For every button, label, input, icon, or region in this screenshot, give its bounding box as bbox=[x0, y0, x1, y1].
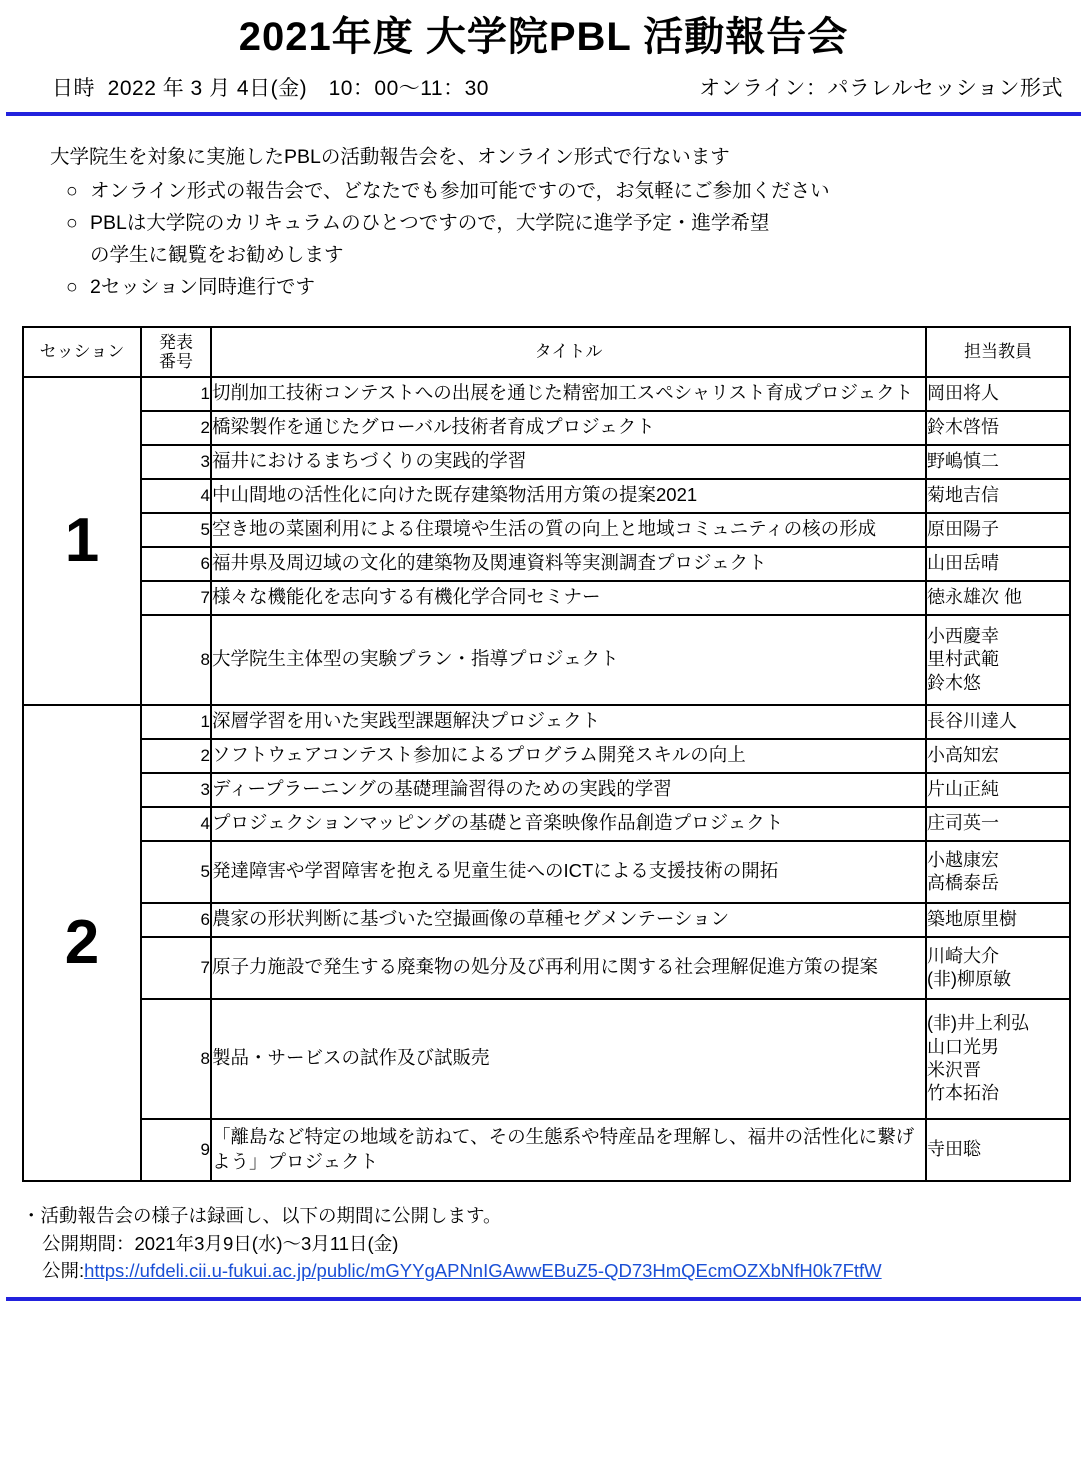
teacher-name: 高橋泰岳 bbox=[927, 872, 999, 893]
event-datetime: 日時 2022 年 3 月 4日(金) 10：00～11：30 bbox=[52, 77, 489, 100]
row-teacher bbox=[926, 1119, 1070, 1181]
table-row bbox=[23, 807, 1070, 841]
row-number: 7 bbox=[141, 937, 211, 999]
bullet-circle-icon: ○ bbox=[66, 212, 78, 235]
row-teacher bbox=[926, 773, 1070, 807]
table-header-row bbox=[23, 327, 1070, 377]
table-row bbox=[23, 841, 1070, 903]
row-teacher bbox=[926, 479, 1070, 513]
table-row bbox=[23, 739, 1070, 773]
teacher-name: (非)井上利弘 bbox=[927, 1013, 1029, 1034]
column-header-teacher: 担当教員 bbox=[926, 327, 1070, 377]
row-number: 5 bbox=[141, 841, 211, 903]
row-teacher bbox=[926, 581, 1070, 615]
table-row bbox=[23, 547, 1070, 581]
row-teacher bbox=[926, 739, 1070, 773]
column-header-session: セッション bbox=[23, 327, 141, 377]
row-title: 深層学習を用いた実践型課題解決プロジェクト bbox=[211, 705, 926, 739]
row-title: 製品・サービスの試作及び試販売 bbox=[211, 999, 926, 1119]
table-row bbox=[23, 937, 1070, 999]
row-teacher bbox=[926, 705, 1070, 739]
footer-publish-url-row bbox=[42, 1257, 1087, 1285]
row-number: 8 bbox=[141, 615, 211, 705]
table-row bbox=[23, 581, 1070, 615]
row-teacher bbox=[926, 445, 1070, 479]
row-title: 切削加工技術コンテストへの出展を通じた精密加工スペシャリスト育成プロジェクト bbox=[211, 377, 926, 411]
publish-url-link[interactable]: https://ufdeli.cii.u-fukui.ac.jp/public/mGYYgAPNnIGAwwEBuZ5-QD73HmQEcmOZXbNfH0k7FtfW bbox=[84, 1260, 882, 1282]
row-title: 農家の形状判断に基づいた空撮画像の草種セグメンテーション bbox=[211, 903, 926, 937]
teacher-name: 山田岳晴 bbox=[927, 553, 999, 574]
footer-publish-label: 公開: bbox=[42, 1260, 85, 1282]
teacher-name: 鈴木悠 bbox=[927, 672, 981, 693]
row-number: 6 bbox=[141, 547, 211, 581]
row-teacher bbox=[926, 999, 1070, 1119]
table-body bbox=[23, 377, 1070, 1181]
intro-bullet-list bbox=[50, 176, 1087, 304]
list-item-label-line1: PBLは大学院のカリキュラムのひとつですので，大学院に進学予定・進学希望 bbox=[90, 212, 770, 235]
row-number: 1 bbox=[141, 705, 211, 739]
list-item bbox=[50, 176, 1087, 208]
row-title: プロジェクションマッピングの基礎と音楽映像作品創造プロジェクト bbox=[211, 807, 926, 841]
column-header-number-line1: 発表 bbox=[159, 332, 193, 352]
row-number: 8 bbox=[141, 999, 211, 1119]
row-title: 「離島など特定の地域を訪ねて、その生態系や特産品を理解し、福井の活性化に繋げよう」プロジェクト bbox=[211, 1119, 926, 1181]
poster-page bbox=[0, 14, 1087, 1460]
teacher-name: 竹本拓治 bbox=[927, 1083, 999, 1104]
teacher-name: 徳永雄次 他 bbox=[927, 587, 1023, 608]
table-row bbox=[23, 513, 1070, 547]
event-format: オンライン：パラレルセッション形式 bbox=[699, 77, 1063, 100]
footer-publish-period: 公開期間：2021年3月9日(水)～3月11日(金) bbox=[42, 1232, 399, 1254]
table-row bbox=[23, 999, 1070, 1119]
row-number: 9 bbox=[141, 1119, 211, 1181]
table-row bbox=[23, 377, 1070, 411]
column-header-number-line2: 番号 bbox=[159, 351, 193, 371]
header-divider bbox=[6, 112, 1081, 116]
row-number: 3 bbox=[141, 773, 211, 807]
row-title: 発達障害や学習障害を抱える児童生徒へのICTによる支援技術の開拓 bbox=[211, 841, 926, 903]
row-number: 4 bbox=[141, 807, 211, 841]
teacher-name: 里村武範 bbox=[927, 649, 999, 670]
teacher-name: 野嶋慎二 bbox=[927, 451, 999, 472]
list-item-label-line2: の学生に観覧をお勧めします bbox=[90, 243, 344, 266]
footer-divider bbox=[6, 1297, 1081, 1301]
table-row bbox=[23, 615, 1070, 705]
list-item-label: オンライン形式の報告会で、どなたでも参加可能ですので，お気軽にご参加ください bbox=[90, 179, 830, 202]
row-title: ディープラーニングの基礎理論習得のための実践的学習 bbox=[211, 773, 926, 807]
list-item-label bbox=[90, 208, 1087, 271]
row-title: 様々な機能化を志向する有機化学合同セミナー bbox=[211, 581, 926, 615]
footer-recording-note: ・活動報告会の様子は録画し、以下の期間に公開します。 bbox=[22, 1204, 502, 1226]
schedule-table bbox=[22, 326, 1071, 1182]
teacher-name: 米沢晋 bbox=[927, 1059, 981, 1080]
row-teacher bbox=[926, 411, 1070, 445]
intro-lead: 大学院生を対象に実施したPBLの活動報告会を、オンライン形式で行ないます bbox=[50, 146, 730, 168]
teacher-name: 小西慶幸 bbox=[927, 625, 999, 646]
session-label-2: 2 bbox=[23, 705, 141, 1181]
row-teacher bbox=[926, 547, 1070, 581]
row-title: 原子力施設で発生する廃棄物の処分及び再利用に関する社会理解促進方策の提案 bbox=[211, 937, 926, 999]
teacher-name: 小越康宏 bbox=[927, 849, 999, 870]
row-teacher bbox=[926, 937, 1070, 999]
row-teacher bbox=[926, 807, 1070, 841]
row-title: 福井におけるまちづくりの実践的学習 bbox=[211, 445, 926, 479]
row-number: 1 bbox=[141, 377, 211, 411]
row-title: 空き地の菜園利用による住環境や生活の質の向上と地域コミュニティの核の形成 bbox=[211, 513, 926, 547]
row-teacher bbox=[926, 903, 1070, 937]
table-row bbox=[23, 479, 1070, 513]
row-title: 大学院生主体型の実験プラン・指導プロジェクト bbox=[211, 615, 926, 705]
table-row bbox=[23, 1119, 1070, 1181]
teacher-name: 寺田聡 bbox=[927, 1139, 981, 1160]
teacher-name: 原田陽子 bbox=[927, 519, 999, 540]
row-number: 4 bbox=[141, 479, 211, 513]
teacher-name: 庄司英一 bbox=[927, 813, 999, 834]
row-number: 2 bbox=[141, 411, 211, 445]
intro-section bbox=[50, 142, 1087, 304]
header-subtitle-row bbox=[0, 60, 1087, 102]
teacher-name: (非)柳原敏 bbox=[927, 968, 1011, 989]
table-row bbox=[23, 411, 1070, 445]
session-label-1: 1 bbox=[23, 377, 141, 705]
row-teacher bbox=[926, 513, 1070, 547]
teacher-name: 長谷川達人 bbox=[927, 711, 1017, 732]
row-teacher bbox=[926, 615, 1070, 705]
teacher-name: 片山正純 bbox=[927, 779, 999, 800]
column-header-number bbox=[141, 327, 211, 377]
row-number: 6 bbox=[141, 903, 211, 937]
row-title: 福井県及周辺域の文化的建築物及関連資料等実測調査プロジェクト bbox=[211, 547, 926, 581]
table-row bbox=[23, 705, 1070, 739]
list-item bbox=[50, 272, 1087, 304]
teacher-name: 小高知宏 bbox=[927, 745, 999, 766]
teacher-name: 鈴木啓悟 bbox=[927, 417, 999, 438]
table-row bbox=[23, 773, 1070, 807]
bullet-circle-icon: ○ bbox=[66, 276, 78, 299]
row-title: 中山間地の活性化に向けた既存建築物活用方策の提案2021 bbox=[211, 479, 926, 513]
row-number: 5 bbox=[141, 513, 211, 547]
list-item-label: 2セッション同時進行です bbox=[90, 276, 315, 299]
page-title: 2021年度 大学院PBL 活動報告会 bbox=[238, 15, 849, 59]
table-row bbox=[23, 445, 1070, 479]
teacher-name: 川崎大介 bbox=[927, 945, 999, 966]
teacher-name: 岡田将人 bbox=[927, 383, 999, 404]
teacher-name: 築地原里樹 bbox=[927, 909, 1017, 930]
row-title: 橋梁製作を通じたグローバル技術者育成プロジェクト bbox=[211, 411, 926, 445]
teacher-name: 菊地吉信 bbox=[927, 485, 999, 506]
row-number: 2 bbox=[141, 739, 211, 773]
schedule-table-wrapper bbox=[22, 326, 1069, 1182]
table-row bbox=[23, 903, 1070, 937]
table-header bbox=[23, 327, 1070, 377]
column-header-title: タイトル bbox=[211, 327, 926, 377]
footer-notes bbox=[22, 1202, 1087, 1285]
row-title: ソフトウェアコンテスト参加によるプログラム開発スキルの向上 bbox=[211, 739, 926, 773]
row-number: 3 bbox=[141, 445, 211, 479]
bullet-circle-icon: ○ bbox=[66, 179, 78, 202]
teacher-name: 山口光男 bbox=[927, 1036, 999, 1057]
list-item bbox=[50, 208, 1087, 271]
row-teacher bbox=[926, 841, 1070, 903]
row-number: 7 bbox=[141, 581, 211, 615]
row-teacher bbox=[926, 377, 1070, 411]
